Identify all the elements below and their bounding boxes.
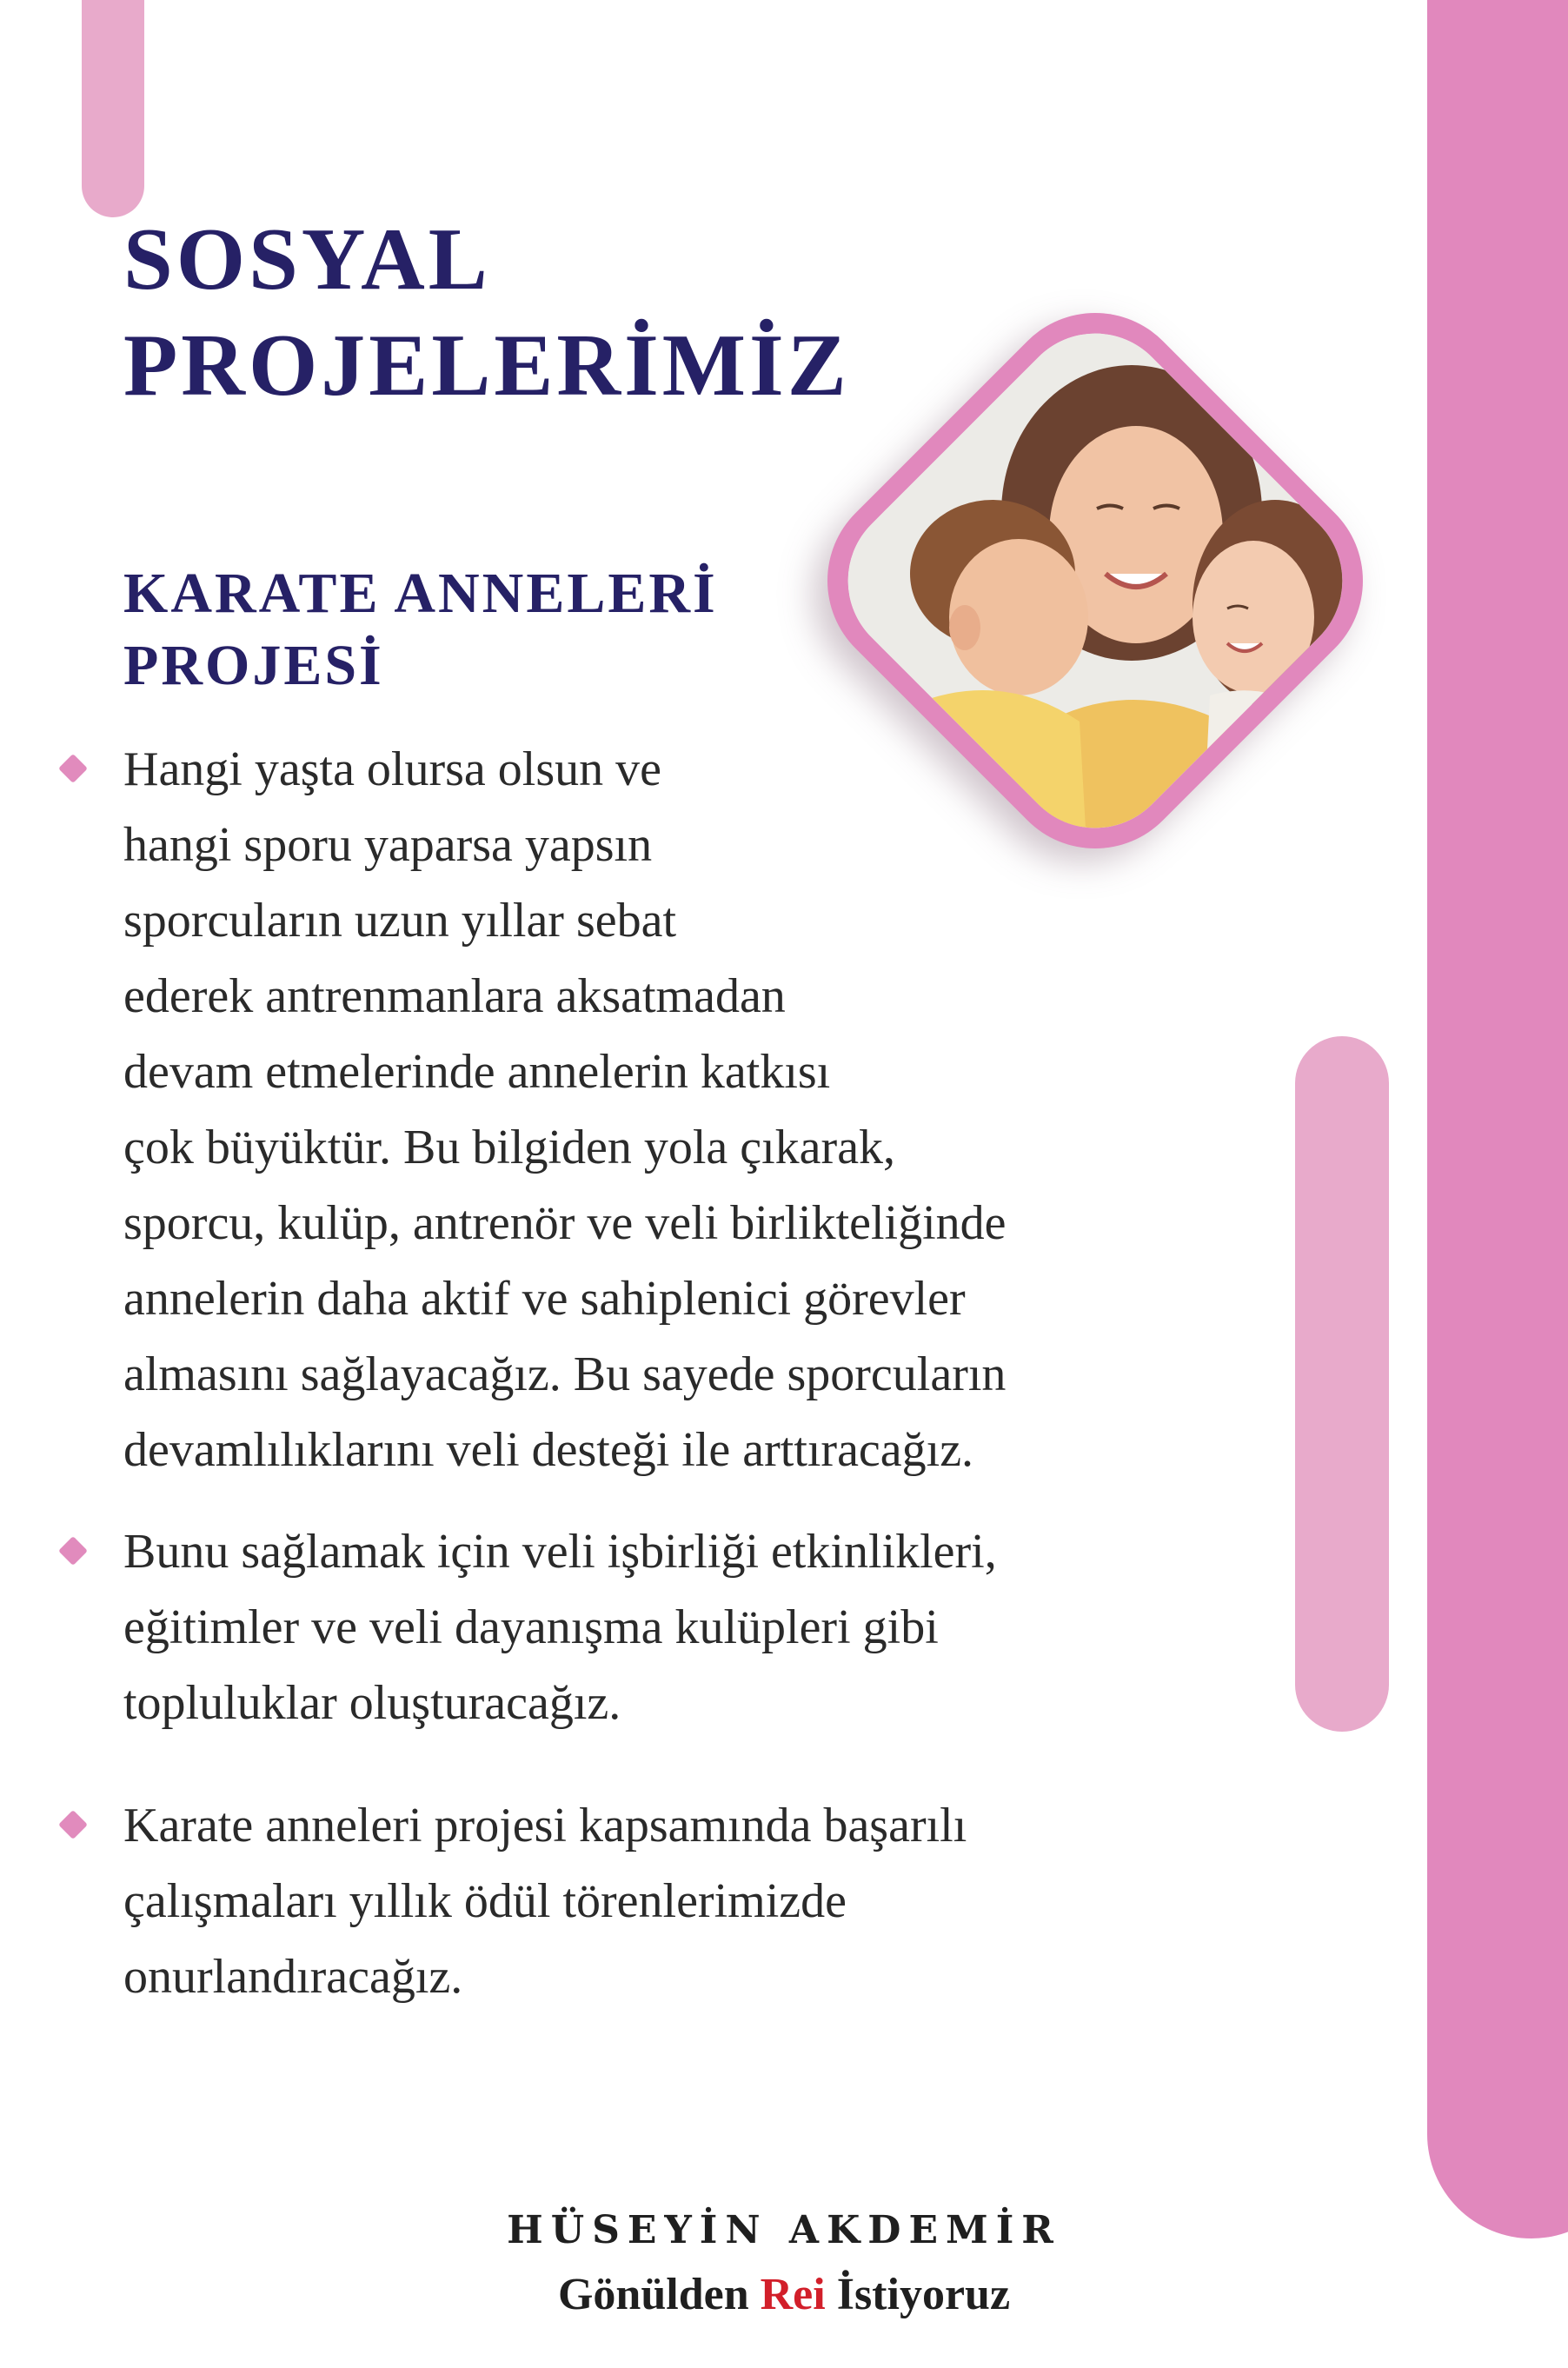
bullet-text-line: almasını sağlayacağız. Bu sayede sporcuların	[123, 1347, 1007, 1401]
bullet-text-line: ederek antrenmanlara aksatmadan	[123, 969, 786, 1023]
bullet-text-line: hangi sporu yaparsa yapsın	[123, 818, 653, 872]
bullet-text-line: Bunu sağlamak için veli işbirliği etkinlikleri,	[123, 1525, 997, 1579]
diamond-bullet-icon	[58, 1536, 88, 1566]
slogan-part-1: Gönülden	[557, 2270, 749, 2319]
section-title-line-1: KARATE ANNELERİ	[123, 562, 718, 625]
bullet-text-line: Karate anneleri projesi kapsamında başarılı	[123, 1799, 967, 1852]
bullet-text-line: topluluklar oluşturacağız.	[123, 1676, 621, 1730]
bullet-text-line: onurlandıracağız.	[123, 1950, 463, 2004]
decorative-pink-pill-right	[1295, 1036, 1389, 1732]
bullet-item	[123, 1514, 1166, 1741]
decorative-pink-side-band	[1427, 0, 1568, 2238]
bullet-item	[123, 1788, 1166, 2015]
slogan-accent: Rei	[760, 2270, 826, 2319]
bullet-text-line: çok büyüktür. Bu bilgiden yola çıkarak,	[123, 1121, 896, 1174]
bullet-text-line: çalışmaları yıllık ödül törenlerimizde	[123, 1874, 847, 1928]
bullet-text-line: devam etmelerinde annelerin katkısı	[123, 1045, 831, 1099]
diamond-bullet-icon	[58, 754, 88, 783]
bullet-text-line: sporcu, kulüp, antrenör ve veli birlikteliğinde	[123, 1196, 1007, 1250]
bullet-text-line: devamlılıklarını veli desteği ile arttıracağız.	[123, 1423, 974, 1477]
bullet-text-line: annelerin daha aktif ve sahiplenici görevler	[123, 1272, 966, 1326]
decorative-pink-pill-top-left	[82, 0, 144, 217]
page-title-line-1: SOSYAL	[123, 210, 491, 309]
section-title-line-2: PROJESİ	[123, 634, 384, 697]
page-title-line-2: PROJELERİMİZ	[123, 316, 850, 415]
author-name: HÜSEYİN AKDEMİR	[507, 2208, 1061, 2252]
slogan-part-2: İstiyoruz	[836, 2270, 1011, 2319]
bullet-item	[123, 732, 1166, 1488]
bullet-text-line: eğitimler ve veli dayanışma kulüpleri gibi	[123, 1600, 939, 1654]
bullet-text-line: Hangi yaşta olursa olsun ve	[123, 742, 661, 796]
campaign-slogan	[0, 2269, 1568, 2320]
bullet-text-line: sporcuların uzun yıllar sebat	[123, 894, 677, 948]
diamond-bullet-icon	[58, 1810, 88, 1839]
